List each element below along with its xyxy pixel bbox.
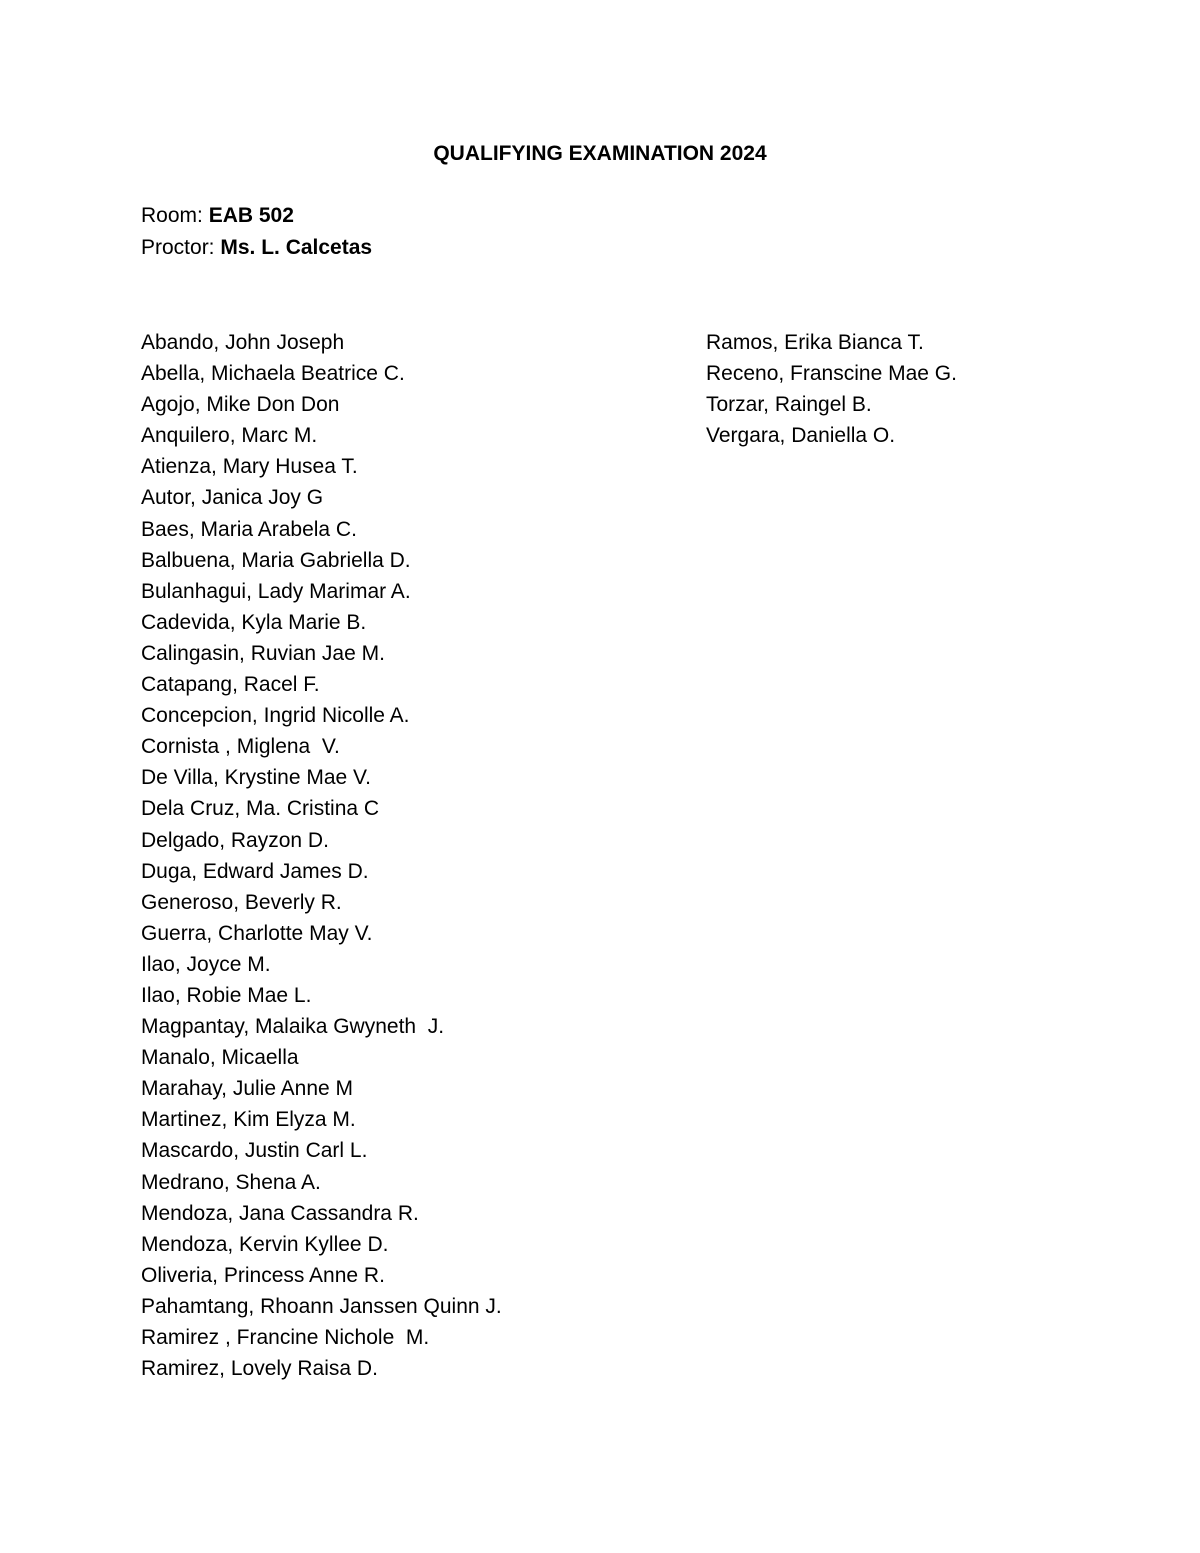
student-name: Balbuena, Maria Gabriella D. — [141, 548, 411, 572]
student-name: Ramirez, Lovely Raisa D. — [141, 1357, 378, 1381]
student-name: Mascardo, Justin Carl L. — [141, 1139, 368, 1163]
student-name: Baes, Maria Arabela C. — [141, 517, 357, 541]
proctor-label: Proctor: — [141, 236, 221, 259]
proctor-line — [141, 236, 372, 260]
student-name: Concepcion, Ingrid Nicolle A. — [141, 704, 410, 728]
student-name: Magpantay, Malaika Gwyneth J. — [141, 1015, 445, 1039]
student-name: Autor, Janica Joy G — [141, 486, 324, 510]
student-name: Pahamtang, Rhoann Janssen Quinn J. — [141, 1294, 502, 1318]
student-name: Catapang, Racel F. — [141, 673, 320, 697]
student-name: Cornista , Miglena V. — [141, 735, 340, 759]
student-name: Manalo, Micaella — [141, 1046, 299, 1070]
student-name: Marahay, Julie Anne M — [141, 1077, 354, 1101]
student-name: Generoso, Beverly R. — [141, 890, 342, 914]
room-line — [141, 204, 294, 228]
student-name: Guerra, Charlotte May V. — [141, 921, 373, 945]
student-name: Calingasin, Ruvian Jae M. — [141, 641, 385, 665]
student-name: Mendoza, Kervin Kyllee D. — [141, 1232, 389, 1256]
student-name: Medrano, Shena A. — [141, 1170, 321, 1194]
student-name: Ilao, Joyce M. — [141, 952, 271, 976]
student-name: Oliveria, Princess Anne R. — [141, 1263, 385, 1287]
student-name: Ilao, Robie Mae L. — [141, 983, 312, 1007]
proctor-value: Ms. L. Calcetas — [220, 236, 373, 259]
student-name: Atienza, Mary Husea T. — [141, 455, 358, 479]
student-name: Ramos, Erika Bianca T. — [706, 331, 924, 354]
student-name: De Villa, Krystine Mae V. — [141, 766, 371, 790]
student-list-right — [706, 327, 957, 451]
student-name: Anquilero, Marc M. — [141, 424, 318, 448]
student-name: Cadevida, Kyla Marie B. — [141, 610, 367, 634]
room-label: Room: — [141, 204, 209, 227]
student-name: Abella, Michaela Beatrice C. — [141, 362, 405, 386]
room-value: EAB 502 — [208, 204, 294, 227]
student-name: Dela Cruz, Ma. Cristina C — [141, 797, 380, 821]
student-name: Delgado, Rayzon D. — [141, 828, 329, 852]
student-name: Bulanhagui, Lady Marimar A. — [141, 579, 411, 603]
student-name: Abando, John Joseph — [141, 331, 345, 354]
student-name: Vergara, Daniella O. — [706, 424, 896, 448]
document-title: QUALIFYING EXAMINATION 2024 — [433, 142, 767, 165]
student-name: Torzar, Raingel B. — [706, 393, 872, 417]
student-list-left — [141, 327, 502, 1384]
student-name: Receno, Franscine Mae G. — [706, 362, 957, 386]
student-name: Martinez, Kim Elyza M. — [141, 1108, 356, 1132]
student-name: Mendoza, Jana Cassandra R. — [141, 1201, 419, 1225]
student-name: Ramirez , Francine Nichole M. — [141, 1326, 430, 1349]
student-name: Duga, Edward James D. — [141, 859, 369, 883]
student-name: Agojo, Mike Don Don — [141, 393, 340, 417]
